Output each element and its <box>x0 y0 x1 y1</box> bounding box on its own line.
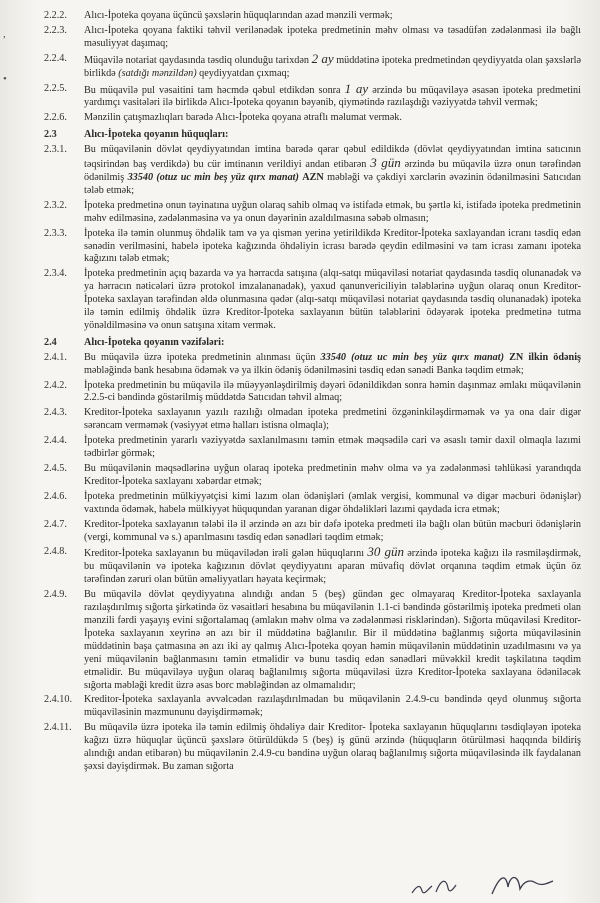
clause-text-run: Bu müqavilənin məqsədlərinə uyğun olaraq ipoteka predmetinin məhv olma və ya zədələnməsi təhlükəsi yarandıqda Kreditor-İpoteka saxlayanı xəbərdar etmək; <box>84 463 581 487</box>
clause-text-run: Alıcı-İpoteka qoyanın hüquqları: <box>84 129 229 141</box>
text-run: qeydiyyatdan çıxmaq; <box>196 67 290 79</box>
text-run: ərzində bu müqaviləyə əsasən ipoteka predmetini yardımçı vasitələri ilə birlikdə Alıcı-İpoteka qoyanın bəyənib, qiymətində razılaşdığı vəziyyətdə təhvil vermək; <box>84 84 581 109</box>
term-duration: 30 gün <box>367 544 404 560</box>
text-run: Bu müqavilənin dövlət qeydiyyatından imtina barədə qərar qəbul edildikdə (dövlət qeydiyyatından imtina satıcının təqsirindən baş verdikdə) bu cür imtinanın verildiyi andan etibarən <box>84 144 581 171</box>
amount-figure: 33540 <box>320 351 352 363</box>
clause <box>0 228 600 267</box>
clause-text <box>84 50 581 81</box>
clause-text-run: Bu müqavilə üzrə ipoteka ilə təmin edilmiş öhdəliyə dair Kreditor- İpoteka saxlayanın hüquqlarını təsdiqləyən ipoteka kağızı üzrə hüquqlar üçüncü şəxslərə ötürüldükdə 5 (beş) iş günü ərzində (hüquqların ötürülməsi haqqında bildiriş alındığı andan etibarən) bu müqavilənin 2.4.9-cu bəndinə uyğun olaraq bağlanılmış sığorta müqaviləsində ilk faydalanan şəxsi dəyişdirmək. Bu zaman sığorta <box>84 722 581 772</box>
clause-number: 2.4.6. <box>44 490 67 502</box>
text-run: Kreditor-İpoteka saxlayanın bu müqavilədən irəli gələn hüquqlarını <box>84 548 368 560</box>
clause <box>0 380 600 406</box>
clause-number: 2.3.4. <box>44 268 67 280</box>
clause-number: 2.4.4. <box>44 435 67 447</box>
clause-text <box>84 694 581 720</box>
clause-text-run: İpoteka predmetinin açıq bazarda və ya hərracda satışına (alqı-satqı müqaviləsi notariat qaydasında təsdiq olunanadək və ya hərracın nəticələri üzrə protokol imzalananadək), yaxud qanunvericiliyin tələblərinə uyğun olaraq onun Kreditor-İpoteka saxlayan tərəfindən əldə olunmasına qədər (alqı-satqı müqaviləsi notariat qaydasında təsdiq olunanadək) ipoteka ilə təmin edilmiş öhdəlik üzrə Kreditor-İpoteka saxlayanın bütün tələblərini ödəyərək ipoteka predmetinə tutma yönəldilməsinə və onun satışına xitam vermək. <box>84 268 581 331</box>
clause-text <box>84 546 581 587</box>
clause <box>0 80 600 111</box>
clause-number: 2.4.1. <box>44 351 67 363</box>
clause-number: 2.4 <box>44 336 57 348</box>
clause-text-run: İpoteka ilə təmin olunmuş öhdəlik tam və ya qismən yerinə yetirildikdə Kreditor-İpoteka saxlayandan icranı təsdiq edən sənədin verilməsini, habelə ipoteka kağızında öhdəliyin icrası barədə qeydin edilməsini və tam icrası zamanı ipoteka kağızını tələb etmək; <box>84 227 581 265</box>
clause <box>0 25 600 51</box>
contract-text <box>0 8 600 774</box>
clause-text <box>84 435 581 461</box>
margin-mark: , <box>3 28 6 40</box>
clause-text <box>84 352 581 378</box>
clause <box>0 50 600 81</box>
clause <box>0 407 600 433</box>
clause-text <box>84 589 581 692</box>
clause-text-run: Alıcı-İpoteka qoyana faktiki təhvil verilənədək ipoteka predmetinin məhv olması və təsadüfən zədələnməsi ilə bağlı məsuliyyət daşımaq; <box>84 24 581 49</box>
clause-text-run: İpoteka predmetinə onun təyinatına uyğun olaraq sahib olmaq və istifadə etmək, bu şərtlə ki, istifadə ipoteka predmetinin məhv edilməsinə, zədələnməsinə və ya onun dəyərinin azaldılmasına səbəb olmasın; <box>84 199 581 224</box>
clause-number: 2.4.2. <box>44 379 67 391</box>
clause-text-run: Alıcı-İpoteka qoyana üçüncü şəxslərin hüquqlarından azad mənzili vermək; <box>84 10 393 21</box>
clause <box>0 435 600 461</box>
clause-text-run: Kreditor-İpoteka saxlayanın tələbi ilə il ərzində ən azı bir dəfə ipoteka predmeti ilə bağlı olan bütün məcburi ödənişlərin (vergi, kommunal və s.) aparılmasını təsdiq edən sənədləri təqdim etmək; <box>84 518 581 543</box>
clause <box>0 10 600 23</box>
text-run: ərzində bu müqavilə üzrə onun tərəfindən ödənilmiş <box>84 159 581 183</box>
clause-text-run: İpoteka predmetinin mülkiyyətçisi kimi lazım olan ödənişləri (əmlak vergisi, kommunal və digər məcburi ödənişlər) vaxtında ödəmək, habelə mülkiyyət hüququndan yaranan digər öhdəlikləri lazımi qaydada icra etmək; <box>84 490 581 515</box>
section-heading <box>0 129 600 142</box>
clause-text <box>84 407 581 433</box>
clause-number: 2.4.3. <box>44 407 67 419</box>
term-duration: 2 ay <box>311 50 334 66</box>
clause-text <box>84 380 581 406</box>
handwritten-signature <box>408 869 558 899</box>
clause <box>0 463 600 489</box>
payment-type: ilkin ödəniş <box>528 351 581 363</box>
clause <box>0 589 600 692</box>
clause-number: 2.3 <box>44 129 57 141</box>
clause-number: 2.3.1. <box>44 144 67 156</box>
clause <box>0 144 600 198</box>
parenthetical-note: (satdığı mənzildən) <box>118 67 197 79</box>
clause <box>0 200 600 226</box>
clause-text-run: İpoteka predmetinin bu müqavilə ilə müəyyənləşdirilmiş dəyəri ödənildikdən sonra həmin daşınmaz əmlakı müqavilənin 2.2.5-ci bəndində göstərilmiş müddətdə Satıcıdan təhvil almaq; <box>84 379 581 404</box>
clause-number: 2.4.9. <box>44 589 67 601</box>
currency-code: AZN <box>302 171 328 183</box>
clause-text <box>84 25 581 51</box>
signature-stroke <box>492 878 553 895</box>
clause-text-run: Kreditor-İpoteka saxlayanın yazılı razılığı olmadan ipoteka predmetini özgəninkiləşdirməmək və ya ona dair digər sərəncam verməmək (vəsiyyət etmə halları istisna olmaqla); <box>84 407 581 432</box>
clause-number: 2.4.7. <box>44 518 67 530</box>
clause-text <box>84 722 581 774</box>
clause-number: 2.2.2. <box>44 10 67 21</box>
amount-in-words: (otuz uc min beş yüz qırx manat) <box>351 351 510 363</box>
clause <box>0 352 600 378</box>
clause-text-run: İpoteka predmetinin yararlı vəziyyətdə saxlanılmasını təmin etmək məqsədilə cari və əsaslı təmir daxil olmaqla lazımi tədbirlər görmək; <box>84 435 581 460</box>
clause <box>0 268 600 333</box>
text-run: Müqavilə notariat qaydasında təsdiq olunduğu tarixdən <box>84 54 312 66</box>
clause <box>0 694 600 720</box>
clause-text <box>84 144 581 198</box>
text-run: məbləği və çəkdiyi xərclərin əvəzinin ödənilməsini Satıcıdan tələb etmək; <box>84 171 582 196</box>
clause-text-run: Mənzilin çatışmazlıqları barədə Alıcı-İpoteka qoyana ətraflı məlumat vermək. <box>84 112 402 124</box>
clause-text <box>84 10 581 23</box>
signature-stroke <box>412 886 432 893</box>
clause-number: 2.4.10. <box>44 694 73 706</box>
clause-text <box>84 491 581 517</box>
clause <box>0 112 600 125</box>
clause-number: 2.3.3. <box>44 227 67 239</box>
clause <box>0 519 600 545</box>
text-run: ərzində ipoteka kağızı ilə rəsmiləşdirmək, bu müqavilənin və ipoteka kağızının dövlət qeydiyyatını aparan müvafiq dövlət orqanına təqdim etmək üçün öz tərəfindən zəruri olan bütün əməliyyatları həyata keçirmək; <box>84 548 582 586</box>
clause-number: 2.3.2. <box>44 199 67 211</box>
clause-text <box>84 337 581 350</box>
text-run: müddətinə ipoteka predmetindən qeydiyyatda olan şəxslərlə birlikdə <box>84 54 581 79</box>
clause-text <box>84 200 581 226</box>
clause-text <box>84 129 581 142</box>
clause-number: 2.4.8. <box>44 546 67 558</box>
clause-number: 2.2.3. <box>44 24 67 36</box>
amount-in-words: (otuz uc min beş yüz qırx manat) <box>156 171 303 183</box>
amount-figure: 33540 <box>127 171 157 183</box>
term-duration: 3 gün <box>370 155 401 171</box>
clause-number: 2.4.5. <box>44 463 67 474</box>
clause-text-run: Bu müqavilə dövlət qeydiyyatına alındığı andan 5 (beş) gündən gec olmayaraq Kreditor-İpoteka saxlayanla razılaşdırılmış sığorta şirkətində öz vəsaitləri hesabına bu müqavilənin 1.1-ci bəndində göstərilmiş ipoteka predmeti olan mənzili fərdi yaşayış evini sığortalamaq (əmlakın məhv olma və zədələnməsi risklərindən). Sığorta müqaviləsi Kreditor-İpoteka saxlayanın xeyrinə ən azı bir il müddətinə bağlanılır. Bir il müddətinə bağlanmış sığorta müqaviləsinin müddətinin başa çatmasına ən azı iki ay qalmış Alıcı-İpoteka qoyan həmin müqavilənin müddətinin uzadılmasını və ya yeni müqavilənin bağlanmasını təmin etməlidir və bunu təsdiq edən sənədləri müvəkkil kredit təşkilatına təqdim etməlidir. Bu müqaviləyə uyğun olaraq bağlanılmış sığorta müqaviləsi üzrə Kreditor-İpoteka saxlayana ödəniləcək sığorta məbləği kredit üzrə əsas borc məbləğindən az olmamalıdır; <box>84 589 581 691</box>
clause-number: 2.4.11. <box>44 722 72 734</box>
clause-text-run: Kreditor-İpoteka saxlayanla əvvəlcədən razılaşdırılmadan bu müqavilənin 2.4.9-cu bəndində qeyd olunmuş sığorta müqaviləsinin məzmununu dəyişdirməmək; <box>84 694 581 719</box>
text-run: məbləğində bank hesabına ödəmək və ya ilkin ödəniş ödənilməsini təsdiq edən sənədi Banka təqdim etmək; <box>84 364 524 376</box>
clause <box>0 491 600 517</box>
currency-code: ZN <box>509 351 529 363</box>
clause-text <box>84 268 581 333</box>
text-run: Bu müqavilə üzrə ipoteka predmetinin alınması üçün <box>84 351 321 363</box>
clause-number: 2.2.5. <box>44 82 67 94</box>
clause-text <box>84 228 581 267</box>
clause <box>0 546 600 587</box>
clause-text <box>84 112 581 125</box>
clause-number: 2.2.4. <box>44 52 67 64</box>
section-heading <box>0 337 600 350</box>
clause-text <box>84 519 581 545</box>
clause-number: 2.2.6. <box>44 112 67 124</box>
clause-text <box>84 80 581 111</box>
margin-mark: • <box>3 73 7 85</box>
signature-stroke <box>436 881 456 892</box>
term-duration: 1 ay <box>344 80 369 96</box>
clause-text <box>84 463 581 489</box>
clause <box>0 722 600 774</box>
text-run: Bu müqavilə pul vəsaitini tam həcmdə qəbul etdikdən sonra <box>84 84 345 96</box>
clause-text-run: Alıcı-İpoteka qoyanın vəzifələri: <box>84 336 225 348</box>
